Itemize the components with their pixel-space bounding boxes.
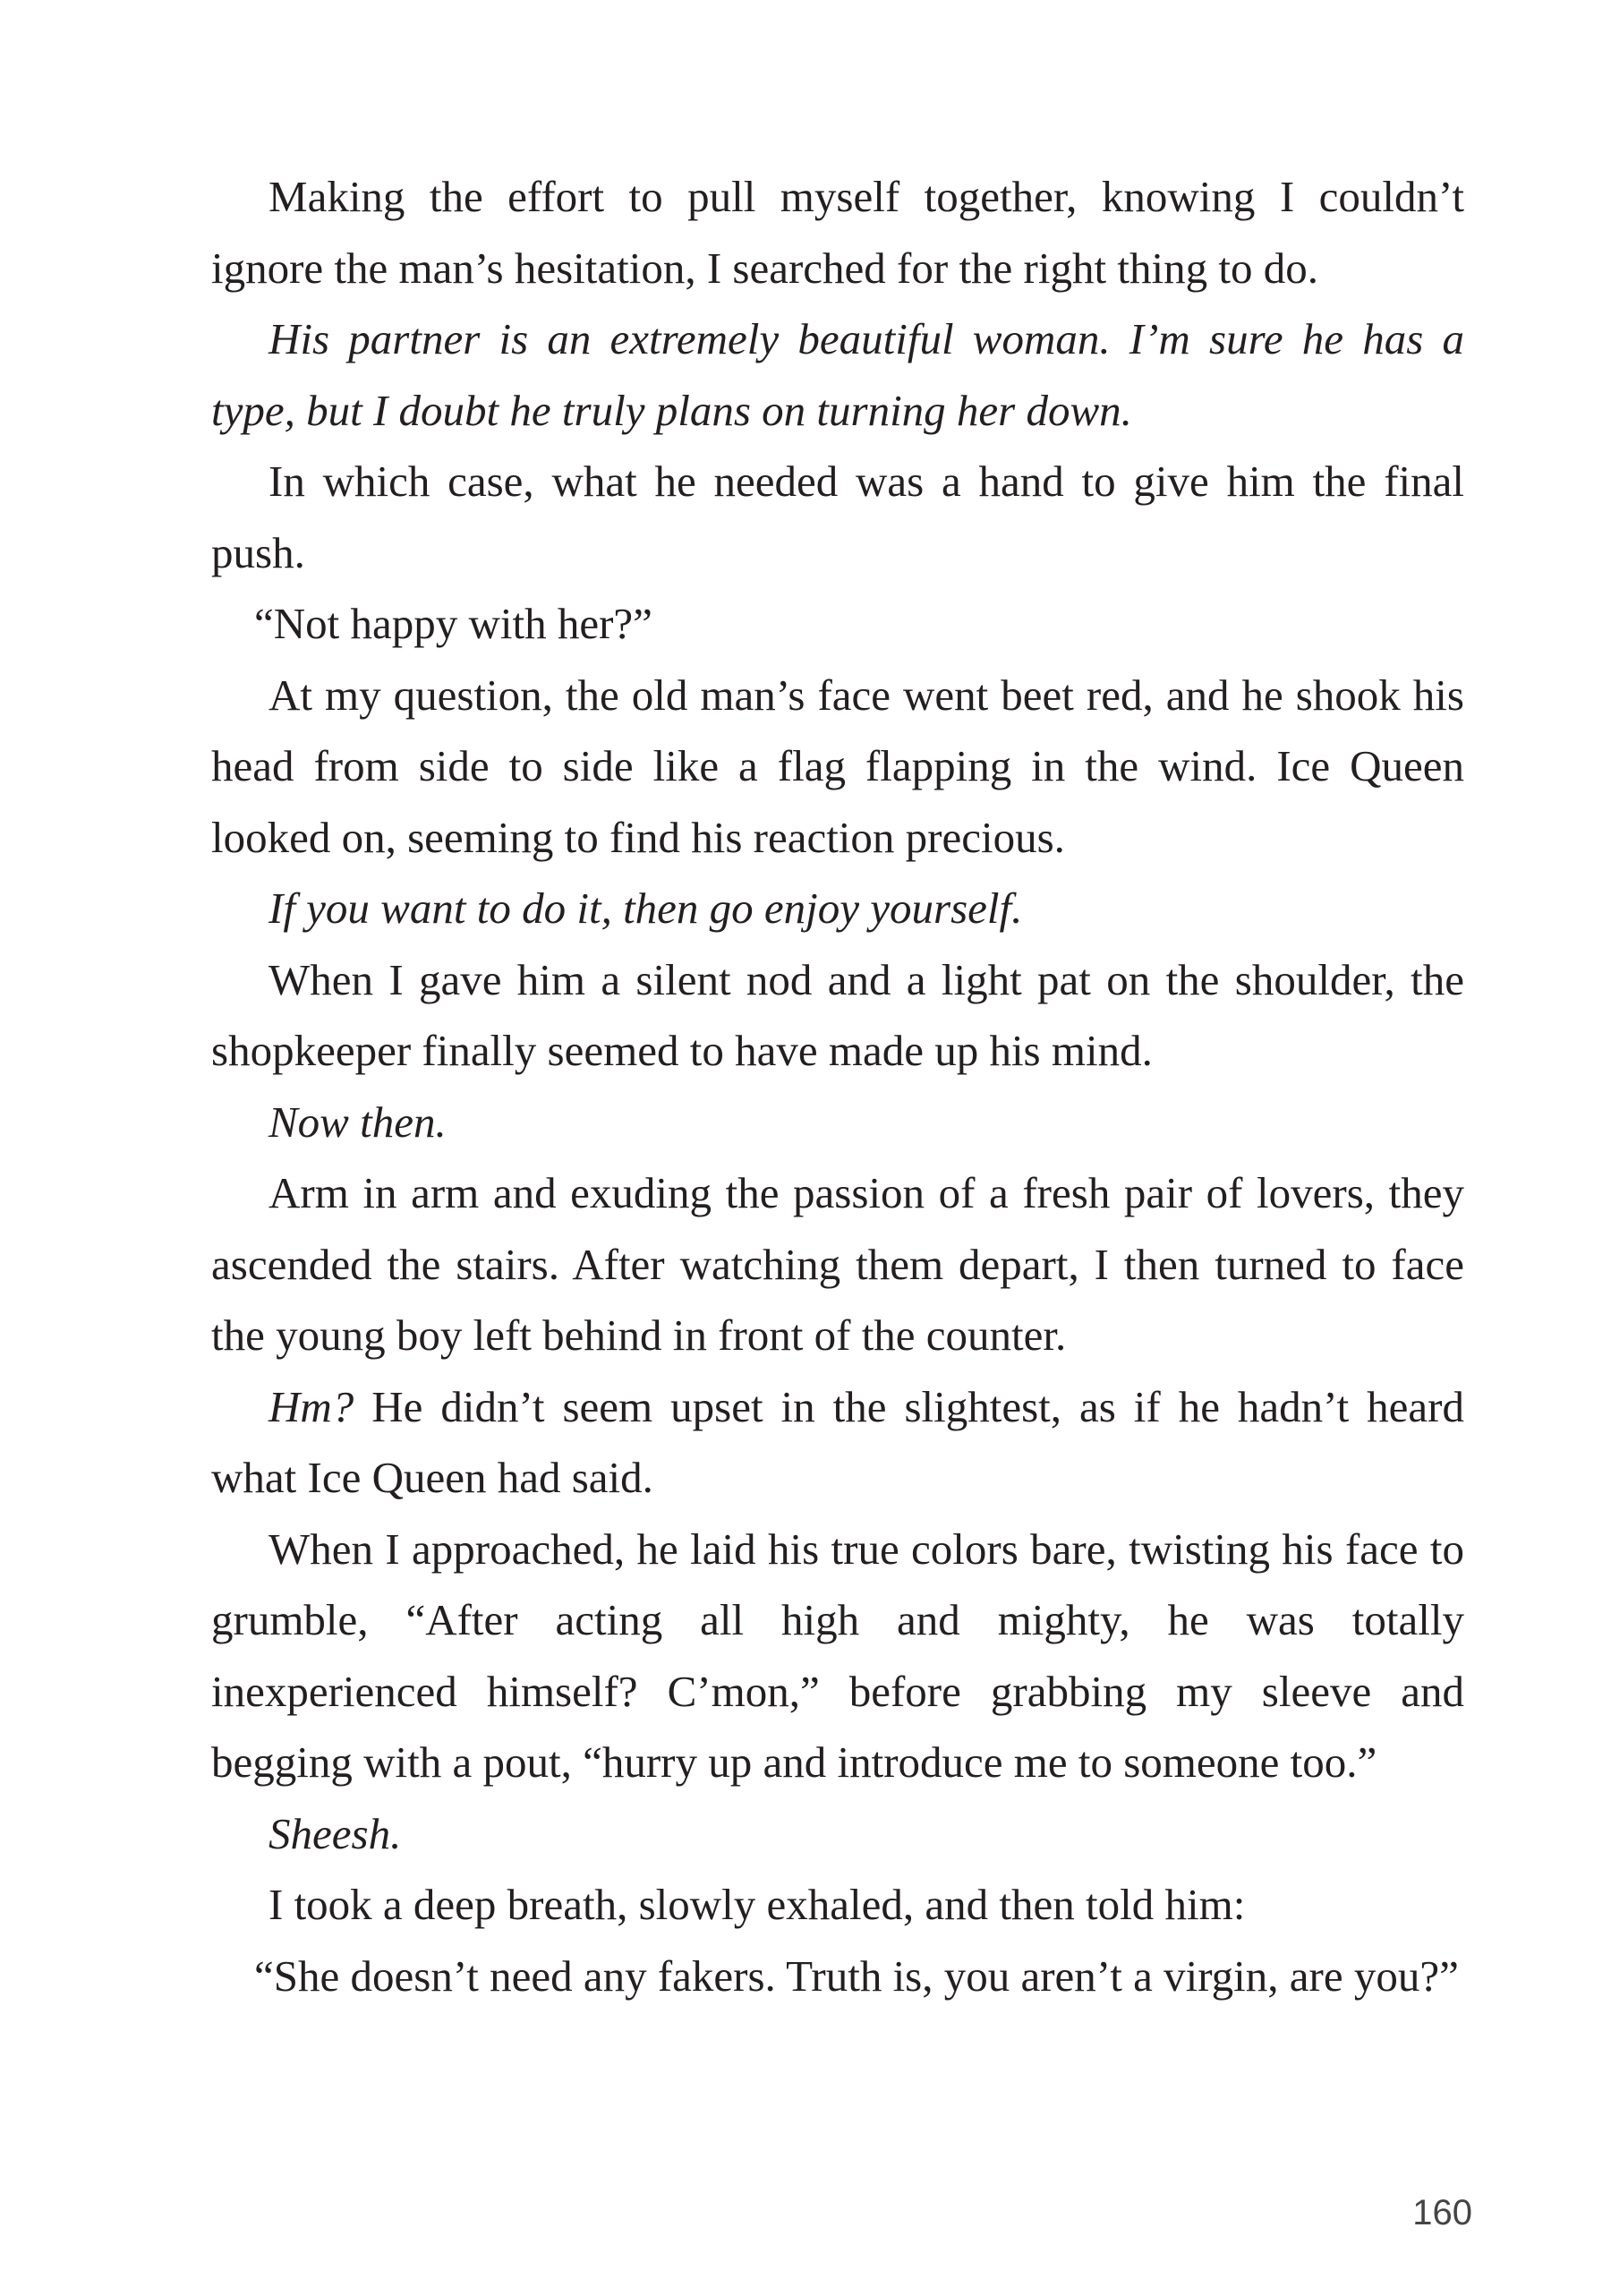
dialogue-paragraph: “She doesn’t need any fakers. Truth is, you aren’t a virgin, are you?” (254, 1950, 1459, 2001)
paragraph-rest: He didn’t seem upset in the slightest, as if he hadn’t heard what Ice Queen had said. (211, 1381, 1464, 1502)
inner-thought-lead: Hm? (268, 1381, 354, 1431)
inner-thought-paragraph: Now then. (268, 1097, 447, 1147)
page-number: 160 (1412, 2193, 1472, 2232)
paragraph: When I approached, he laid his true colors bare, twisting his face to grumble, “After acting all high and mighty, he was totally inexperienced himself? C’mon,” before grabbing my sleeve and begging with a pout, “hurry up and introduce me to someone too.” (211, 1524, 1464, 1787)
paragraph-mixed (211, 1371, 1464, 1514)
inner-thought-paragraph: His partner is an extremely beautiful woman. I’m sure he has a type, but I doubt he truly plans on turning her down. (211, 314, 1464, 435)
paragraph: I took a deep breath, slowly exhaled, and then told him: (268, 1880, 1246, 1929)
paragraph: At my question, the old man’s face went beet red, and he shook his head from side to side like a flag flapping in the wind. Ice Queen looked on, seeming to find his reaction precious. (211, 670, 1464, 862)
inner-thought-paragraph: If you want to do it, then go enjoy yourself. (268, 883, 1023, 933)
paragraph: In which case, what he needed was a hand to give him the final push. (211, 457, 1464, 577)
paragraph: Making the effort to pull myself together, knowing I couldn’t ignore the man’s hesitation, I searched for the right thing to do. (211, 172, 1464, 293)
paragraph: Arm in arm and exuding the passion of a fresh pair of lovers, they ascended the stairs. After watching them depart, I then turned to face the young boy left behind in front of the counter. (211, 1168, 1464, 1360)
dialogue-paragraph: “Not happy with her?” (254, 599, 652, 648)
paragraph: When I gave him a silent nod and a light pat on the shoulder, the shopkeeper finally seemed to have made up his mind. (211, 954, 1464, 1075)
body-text (211, 161, 1464, 2011)
inner-thought-paragraph: Sheesh. (268, 1808, 402, 1858)
